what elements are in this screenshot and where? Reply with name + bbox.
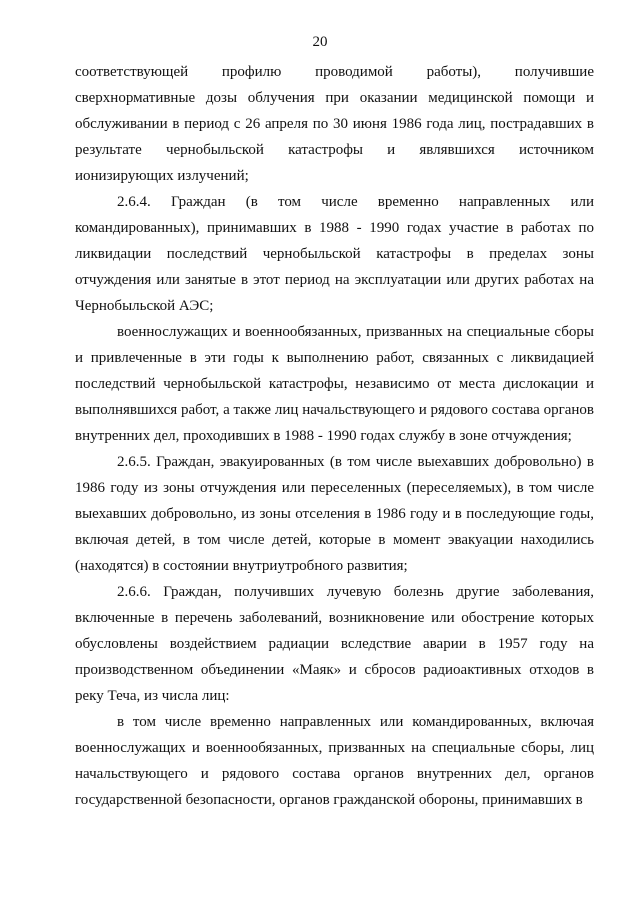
document-body [75, 59, 594, 813]
paragraph-continuation: соответствующей профилю проводимой работы), получившие сверхнормативные дозы облучения при оказании медицинской помощи и обслуживании в период с 26 апреля по 30 июня 1986 года лиц, пострадавших в результате чернобыльской катастрофы и являвшихся источником ионизирующих излучений; [75, 64, 594, 184]
paragraph-military-personnel: военнослужащих и военнообязанных, призванных на специальные сборы и привлеченные в эти годы к выполнению работ, связанных с ликвидацией последствий чернобыльской катастрофы, независимо от места дислокации и выполнявшихся работ, а также лиц начальствующего и рядового состава органов внутренних дел, проходивших в 1988 - 1990 годах службу в зоне отчуждения; [75, 324, 594, 444]
paragraph-2-6-6: 2.6.6. Граждан, получивших лучевую болезнь другие заболевания, включенные в перечень заболеваний, возникновение или обострение которых обусловлены воздействием радиации вследствие аварии в 1957 году на производственном объединении «Маяк» и сбросов радиоактивных отходов в реку Теча, из числа лиц: [75, 584, 594, 704]
paragraph-seconded-personnel: в том числе временно направленных или командированных, включая военнослужащих и военнообязанных, призванных на специальные сборы, лиц начальствующего и рядового состава органов внутренних дел, органов государственной безопасности, органов гражданской обороны, принимавших в [75, 714, 594, 808]
page-number: 20 [312, 34, 328, 50]
paragraph-2-6-4: 2.6.4. Граждан (в том числе временно направленных или командированных), принимавших в 1988 - 1990 годах участие в работах по ликвидации последствий чернобыльской катастрофы в пределах зоны отчуждения или занятые в этот период на эксплуатации или других работах на Чернобыльской АЭС; [75, 194, 594, 314]
paragraph-2-6-5: 2.6.5. Граждан, эвакуированных (в том числе выехавших добровольно) в 1986 году из зоны отчуждения или переселенных (переселяемых), в том числе выехавших добровольно, из зоны отселения в 1986 году и в последующие годы, включая детей, в том числе детей, которые в момент эвакуации находились (находятся) в состоянии внутриутробного развития; [75, 454, 594, 574]
